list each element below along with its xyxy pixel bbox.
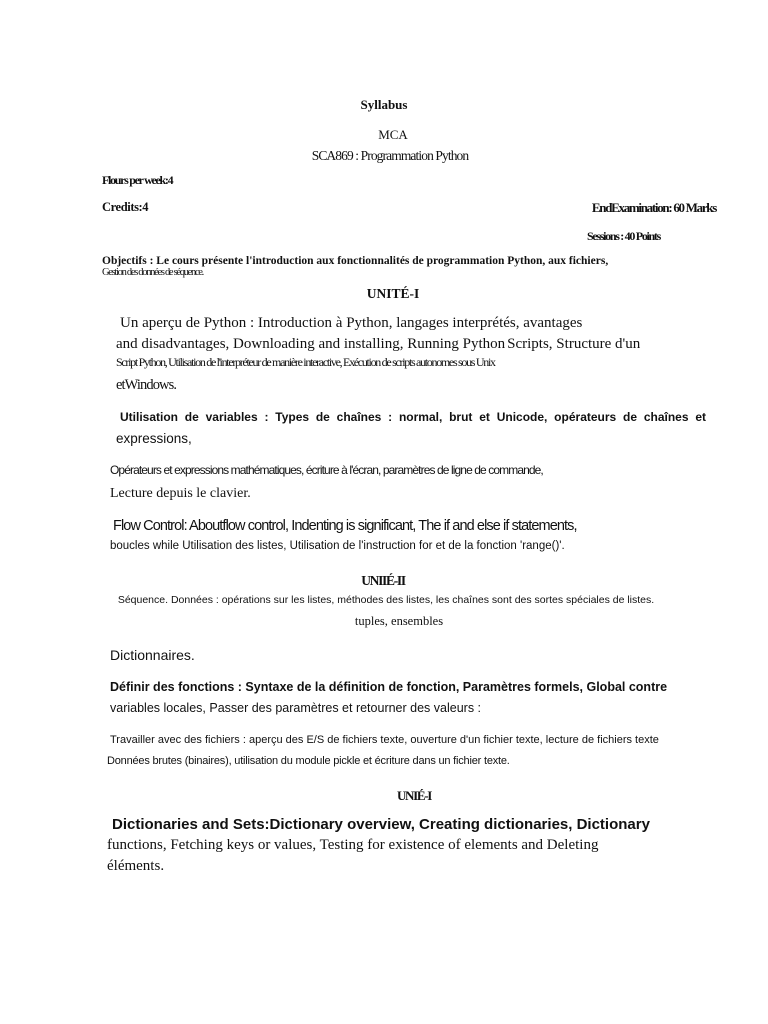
program-name: MCA xyxy=(378,127,408,142)
doc-title: Syllabus xyxy=(360,97,408,112)
objectives-line-1: Objectifs : Le cours présente l'introduction aux fonctionnalités de programmation Python, aux fichiers, xyxy=(102,255,609,267)
unit-1-p4-line-2: boucles while Utilisation des listes, Utilisation de l'instruction for et de la fonction 'range()'. xyxy=(110,540,565,552)
unit-2-p5-line-2: Données brutes (binaires), utilisation du module pickle et écriture dans un fichier texte. xyxy=(107,755,510,767)
unit-2-heading: UNIIÉ-II xyxy=(361,573,405,588)
hours-per-week: Flours per week:4 xyxy=(102,173,173,187)
unit-1-p1-line-1: Un aperçu de Python : Introduction à Python, langages interprétés, avantages xyxy=(120,315,583,331)
unit-1-p1-line-2 xyxy=(116,337,640,352)
unit-2-p5-line-1: Travailler avec des fichiers : aperçu des E/S de fichiers texte, ouverture d'un fichier texte, lecture de fichiers texte xyxy=(110,734,659,746)
unit-1-p2-line-2: expressions, xyxy=(116,431,192,446)
unit-2-p2: tuples, ensembles xyxy=(354,614,444,628)
unit-1-p1-line-4: etWindows. xyxy=(116,377,177,393)
end-examination: EndExamination: 60 Marks xyxy=(591,200,716,215)
unit-1-p1-line-2-b: Scripts, Structure d'un xyxy=(507,336,641,352)
unit-1-p2-line-1: Utilisation de variables : Types de chaînes : normal, brut et Unicode, opérateurs de chaînes et xyxy=(120,410,706,424)
unit-3-p1-line-3: éléments. xyxy=(107,858,165,874)
sessions: Sessions : 40 Points xyxy=(586,229,660,243)
course-title: SCA869 : Programmation Python xyxy=(311,148,469,163)
unit-1-p1-line-3: Script Python, Utilisation de l'interpréteur de manière interactive, Exécution de scripts autonomes sous Unix xyxy=(116,355,495,369)
unit-2-p4-line-2: variables locales, Passer des paramètres et retourner des valeurs : xyxy=(110,701,482,715)
credits: Credits:4 xyxy=(102,200,149,214)
unit-1-p1-line-2-a: and disadvantages, Downloading and installing, Running Python xyxy=(116,336,506,352)
unit-3-p1-line-1: Dictionaries and Sets:Dictionary overview, Creating dictionaries, Dictionary xyxy=(112,816,650,833)
unit-2-p1: Séquence. Données : opérations sur les listes, méthodes des listes, les chaînes sont des sortes spéciales de listes. xyxy=(117,594,655,606)
unit-2-p3: Dictionnaires. xyxy=(110,647,195,663)
unit-1-p3-line-1: Opérateurs et expressions mathématiques, écriture à l'écran, paramètres de ligne de commande, xyxy=(110,463,543,477)
unit-1-heading: UNITÉ-I xyxy=(366,286,420,301)
objectives-line-2: Gestion des données de séquence. xyxy=(102,267,203,278)
unit-2-p4-line-1: Définir des fonctions : Syntaxe de la définition de fonction, Paramètres formels, Global contre xyxy=(110,680,668,694)
unit-1-p3-line-2: Lecture depuis le clavier. xyxy=(110,486,251,501)
unit-3-heading: UNIÉ-I xyxy=(396,788,432,803)
unit-1-p4-line-1: Flow Control: Aboutflow control, Indenting is significant, The if and else if statements, xyxy=(113,518,577,534)
unit-3-p1-line-2: functions, Fetching keys or values, Testing for existence of elements and Deleting xyxy=(107,837,599,853)
